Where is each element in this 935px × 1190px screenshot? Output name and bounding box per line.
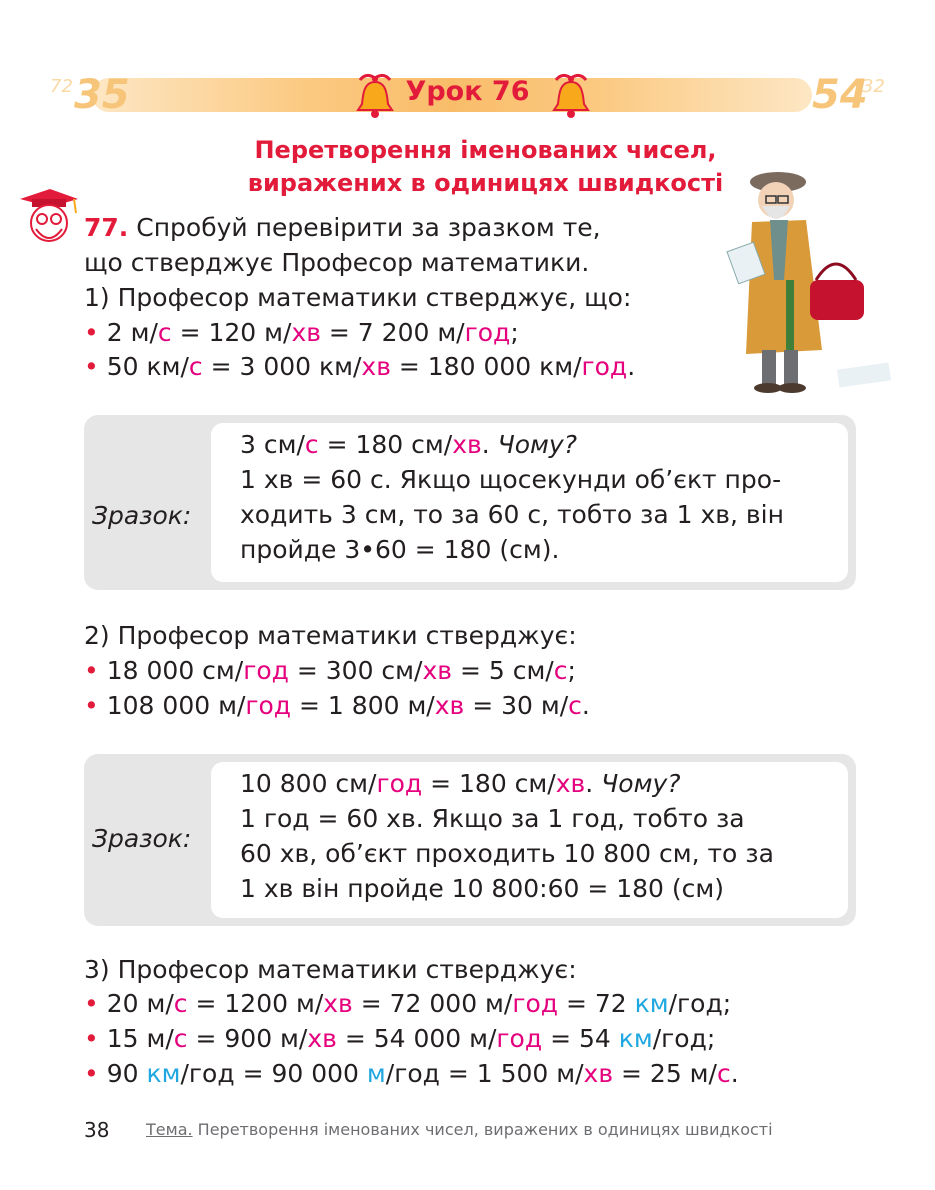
sample2-line-2: 1 год = 60 хв. Якщо за 1 год, тобто за — [240, 804, 745, 833]
part1-item-1: • 2 м/с = 120 м/хв = 7 200 м/год; — [84, 318, 519, 347]
sample1-line-4: пройде 3•60 = 180 (см). — [240, 535, 560, 564]
page-number: 38 — [84, 1118, 110, 1142]
sample2-line-4: 1 хв він пройде 10 800:60 = 180 (см) — [240, 874, 724, 903]
part2-title: 2) Професор математики стверджує: — [84, 621, 577, 650]
topic-line-1: Перетворення іменованих чисел, — [254, 136, 717, 164]
sample-box-2 — [84, 754, 856, 926]
sample1-line-3: ходить 3 см, то за 60 с, тобто за 1 хв, він — [240, 500, 784, 529]
sample-box-1 — [84, 415, 856, 590]
exercise-intro-2: що стверджує Професор математики. — [84, 248, 590, 277]
sample-label: Зразок: — [92, 824, 192, 853]
footer-topic: Тема. Перетворення іменованих чисел, виражених в одиницях швидкості — [146, 1120, 773, 1139]
professor-icon — [16, 185, 80, 249]
part3-item-1: • 20 м/с = 1200 м/хв = 72 000 м/год = 72 км/год; — [84, 989, 732, 1018]
sample1-line-2: 1 хв = 60 с. Якщо щосекунди об’єкт про- — [240, 465, 782, 494]
lesson-title: Урок 76 — [405, 76, 530, 107]
sample1-line-1: 3 см/с = 180 см/хв. Чому? — [240, 430, 577, 459]
part3-item-2: • 15 м/с = 900 м/хв = 54 000 м/год = 54 км/год; — [84, 1024, 716, 1053]
part2-item-1: • 18 000 см/год = 300 см/хв = 5 см/с; — [84, 656, 576, 685]
sample-label: Зразок: — [92, 501, 192, 530]
deco-digits-left-small: 72 — [50, 76, 73, 97]
deco-digits-right-small: 32 — [862, 76, 885, 97]
topic-line-2: виражених в одиницях швидкості — [247, 169, 724, 197]
part1-item-2: • 50 км/с = 3 000 км/хв = 180 000 км/год. — [84, 352, 636, 381]
part3-item-3: • 90 км/год = 90 000 м/год = 1 500 м/хв = 25 м/с. — [84, 1059, 739, 1088]
part3-title: 3) Професор математики стверджує: — [84, 955, 577, 984]
sample2-line-1: 10 800 см/год = 180 см/хв. Чому? — [240, 769, 681, 798]
deco-digits-left: 35 — [74, 72, 130, 118]
deco-digits-right: 54 — [812, 72, 868, 118]
part2-item-2: • 108 000 м/год = 1 800 м/хв = 30 м/с. — [84, 691, 590, 720]
part1-title: 1) Професор математики стверджує, що: — [84, 283, 632, 312]
sample2-line-3: 60 хв, об’єкт проходить 10 800 см, то за — [240, 839, 774, 868]
exercise-intro-1: 77. Спробуй перевірити за зразком те, — [84, 213, 601, 242]
professor-illustration — [718, 160, 898, 400]
exercise-number: 77. — [84, 213, 129, 242]
